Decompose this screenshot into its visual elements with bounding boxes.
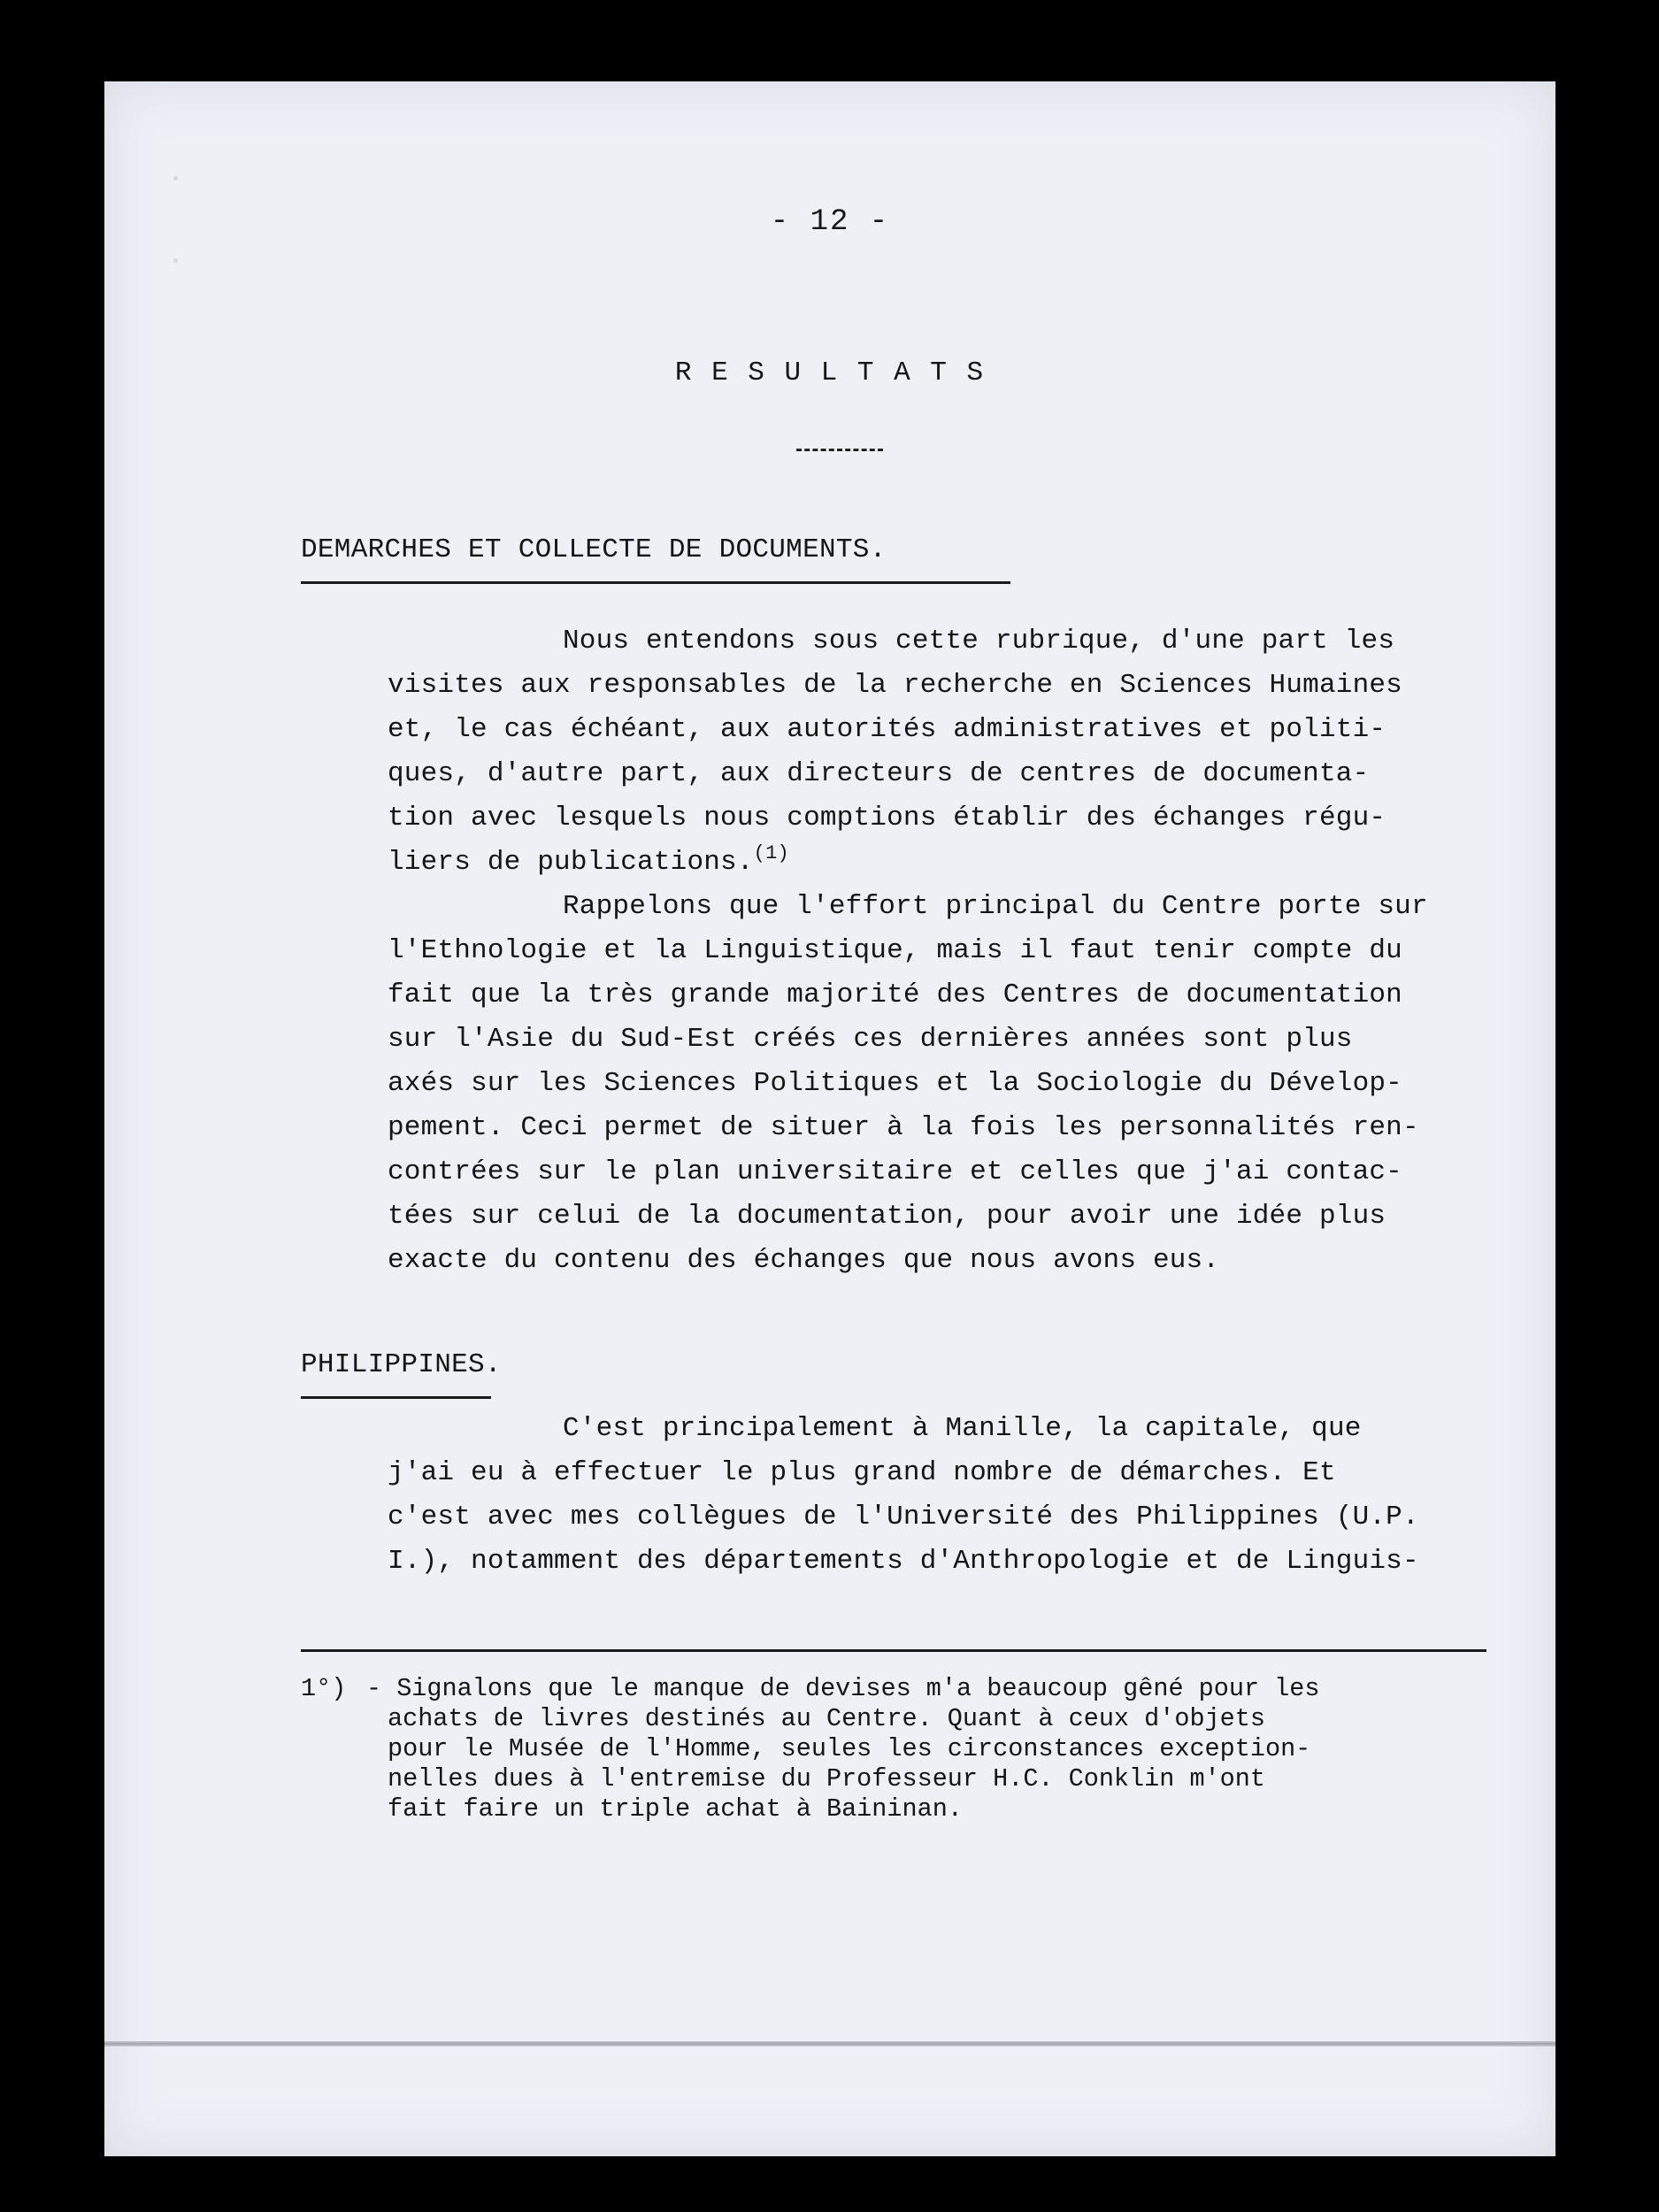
- paragraph-line: tion avec lesquels nous comptions établir des échanges régu-: [388, 803, 1386, 833]
- page-number: - 12 -: [770, 205, 890, 239]
- title-underline: [796, 449, 883, 451]
- footnote-marker: 1°): [301, 1674, 347, 1703]
- paragraph-line: fait que la très grande majorité des Centres de documentation: [388, 979, 1402, 1010]
- paragraph-line: tées sur celui de la documentation, pour avoir une idée plus: [388, 1201, 1386, 1232]
- section-heading-philippines: PHILIPPINES.: [301, 1349, 502, 1380]
- paragraph-line: pement. Ceci permet de situer à la fois les personnalités ren-: [388, 1112, 1419, 1143]
- paragraph-line: et, le cas échéant, aux autorités administratives et politi-: [388, 714, 1386, 745]
- footnote-separator: [301, 1649, 1486, 1652]
- speck-mark: [173, 258, 178, 263]
- paragraph-line: exacte du contenu des échanges que nous avons eus.: [388, 1245, 1220, 1276]
- footnote-line: - Signalons que le manque de devises m'a beaucoup gêné pour les: [366, 1674, 1320, 1703]
- paragraph-line: l'Ethnologie et la Linguistique, mais il faut tenir compte du: [388, 935, 1402, 966]
- footnote-reference: (1): [753, 842, 789, 864]
- paragraph-line: j'ai eu à effectuer le plus grand nombre de démarches. Et: [388, 1457, 1336, 1488]
- section-heading-underline: [301, 1396, 491, 1399]
- paragraph-line: [388, 842, 789, 878]
- page-fold-shadow: [104, 2041, 1555, 2047]
- paragraph-line: sur l'Asie du Sud-Est créés ces dernières années sont plus: [388, 1024, 1353, 1055]
- page-title: R E S U L T A T S: [674, 357, 986, 388]
- paragraph-line-text: liers de publications.: [388, 847, 754, 878]
- paragraph-line: axés sur les Sciences Politiques et la Sociologie du Dévelop-: [388, 1068, 1402, 1099]
- document-page: [104, 81, 1555, 2156]
- footnote-line: fait faire un triple achat à Baininan.: [388, 1794, 963, 1824]
- section-heading-demarches: DEMARCHES ET COLLECTE DE DOCUMENTS.: [301, 534, 887, 565]
- footnote-line: achats de livres destinés au Centre. Quant à ceux d'objets: [388, 1704, 1265, 1733]
- paragraph-line: C'est principalement à Manille, la capitale, que: [563, 1413, 1362, 1444]
- speck-mark: [173, 176, 178, 180]
- paragraph-line: I.), notamment des départements d'Anthropologie et de Linguis-: [388, 1546, 1419, 1577]
- paragraph-line: contrées sur le plan universitaire et celles que j'ai contac-: [388, 1156, 1402, 1187]
- paragraph-line: visites aux responsables de la recherche en Sciences Humaines: [388, 670, 1402, 701]
- footnote-line: pour le Musée de l'Homme, seules les circonstances exception-: [388, 1734, 1311, 1763]
- footnote-line: nelles dues à l'entremise du Professeur H.C. Conklin m'ont: [388, 1764, 1265, 1793]
- paragraph-line: c'est avec mes collègues de l'Université des Philippines (U.P.: [388, 1502, 1419, 1532]
- section-heading-underline: [301, 581, 1010, 584]
- paragraph-line: ques, d'autre part, aux directeurs de centres de documenta-: [388, 758, 1370, 789]
- paragraph-line: Rappelons que l'effort principal du Centre porte sur: [563, 891, 1428, 922]
- paragraph-line: Nous entendons sous cette rubrique, d'une part les: [563, 626, 1395, 657]
